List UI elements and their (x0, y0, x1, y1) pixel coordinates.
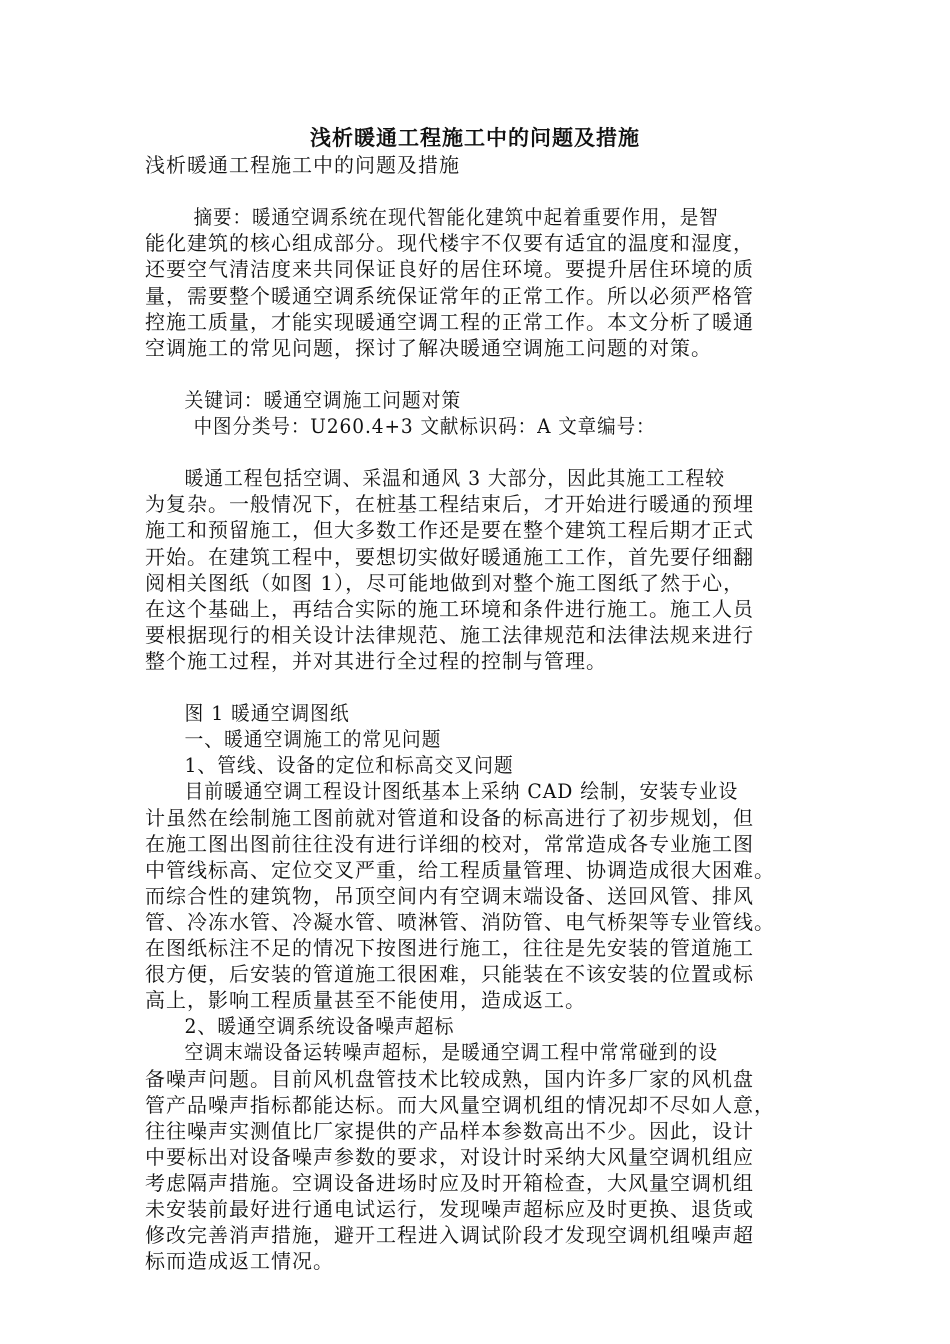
document-title: 浅析暖通工程施工中的问题及措施 (310, 126, 640, 150)
text-line: 修改完善消声措施，避开工程进入调试阶段才发现空调机组噪声超 (145, 1223, 754, 1248)
text-line: 暖通工程包括空调、采温和通风 3 大部分，因此其施工工程较 (184, 466, 726, 491)
text-line: 管、冷冻水管、冷凝水管、喷淋管、消防管、电气桥架等专业管线。 (145, 909, 775, 934)
text-line: 目前暖通空调工程设计图纸基本上采纳 CAD 绘制，安装专业设 (184, 779, 739, 804)
text-line: 1、管线、设备的定位和标高交叉问题 (184, 753, 514, 778)
text-line: 在施工图出图前往往没有进行详细的校对，常常造成各专业施工图 (145, 831, 754, 856)
text-line: 一、暖通空调施工的常见问题 (184, 727, 442, 752)
text-line: 阅相关图纸（如图 1），尽可能地做到对整个施工图纸了然于心， (145, 570, 745, 595)
text-line: 管产品噪声指标都能达标。而大风量空调机组的情况却不尽如人意， (145, 1092, 775, 1117)
text-line: 高上，影响工程质量甚至不能使用，造成返工。 (145, 988, 586, 1013)
text-line: 浅析暖通工程施工中的问题及措施 (145, 153, 460, 177)
text-line: 未安装前最好进行通电试运行，发现噪声超标应及时更换、退货或 (145, 1197, 754, 1221)
text-line: 标而造成返工情况。 (145, 1249, 334, 1274)
text-line: 在图纸标注不足的情况下按图进行施工，往往是先安装的管道施工 (145, 936, 754, 960)
text-line: 中要标出对设备噪声参数的要求，对设计时采纳大风量空调机组应 (145, 1144, 754, 1169)
text-line: 空调施工的常见问题，探讨了解决暖通空调施工问题的对策。 (145, 335, 712, 360)
text-line: 考虑隔声措施。空调设备进场时应及时开箱检查，大风量空调机组 (145, 1170, 754, 1195)
text-line: 在这个基础上，再结合实际的施工环境和条件进行施工。施工人员 (145, 596, 754, 621)
text-line: 量，需要整个暖通空调系统保证常年的正常工作。所以必须严格管 (145, 283, 754, 308)
text-line: 能化建筑的核心组成部分。现代楼宇不仅要有适宜的温度和湿度， (145, 231, 754, 256)
text-line: 而综合性的建筑物，吊顶空间内有空调末端设备、送回风管、排风 (145, 883, 754, 908)
text-line: 关键词：暖通空调施工问题对策 (184, 387, 462, 412)
blank-line (145, 674, 810, 700)
text-line: 为复杂。一般情况下，在桩基工程结束后，才开始进行暖通的预埋 (145, 492, 754, 517)
text-line: 中管线标高、定位交叉严重，给工程质量管理、协调造成很大困难。 (145, 857, 775, 882)
text-line: 计虽然在绘制施工图前就对管道和设备的标高进行了初步规划，但 (145, 805, 754, 830)
text-line: 2、暖通空调系统设备噪声超标 (184, 1014, 455, 1039)
text-line: 很方便，后安装的管道施工很困难，只能装在不该安装的位置或标 (145, 962, 754, 987)
blank-line (145, 439, 810, 465)
text-line: 图 1 暖通空调图纸 (184, 701, 350, 726)
text-line: 备噪声问题。目前风机盘管技术比较成熟，国内许多厂家的风机盘 (145, 1066, 754, 1091)
text-line: 空调末端设备运转噪声超标，是暖通空调工程中常常碰到的设 (184, 1040, 719, 1065)
text-line: 控施工质量，才能实现暖通空调工程的正常工作。本文分析了暖通 (145, 309, 754, 334)
text-line: 整个施工过程，并对其进行全过程的控制与管理。 (145, 648, 607, 673)
text-line: 还要空气清洁度来共同保证良好的居住环境。要提升居住环境的质 (145, 257, 754, 282)
text-line: 摘要：暖通空调系统在现代智能化建筑中起着重要作用，是智 (193, 205, 719, 230)
blank-line (145, 361, 810, 387)
text-line: 中图分类号：U260.4+3 文献标识码：A 文章编号： (193, 414, 656, 438)
text-line: 往往噪声实测值比厂家提供的产品样本参数高出不少。因此，设计 (145, 1118, 754, 1143)
text-line: 施工和预留施工，但大多数工作还是要在整个建筑工程后期才正式 (145, 518, 754, 543)
text-line: 开始。在建筑工程中，要想切实做好暖通施工工作，首先要仔细翻 (145, 544, 754, 569)
blank-line (145, 178, 810, 204)
text-line: 要根据现行的相关设计法律规范、施工法律规范和法律法规来进行 (145, 622, 754, 647)
